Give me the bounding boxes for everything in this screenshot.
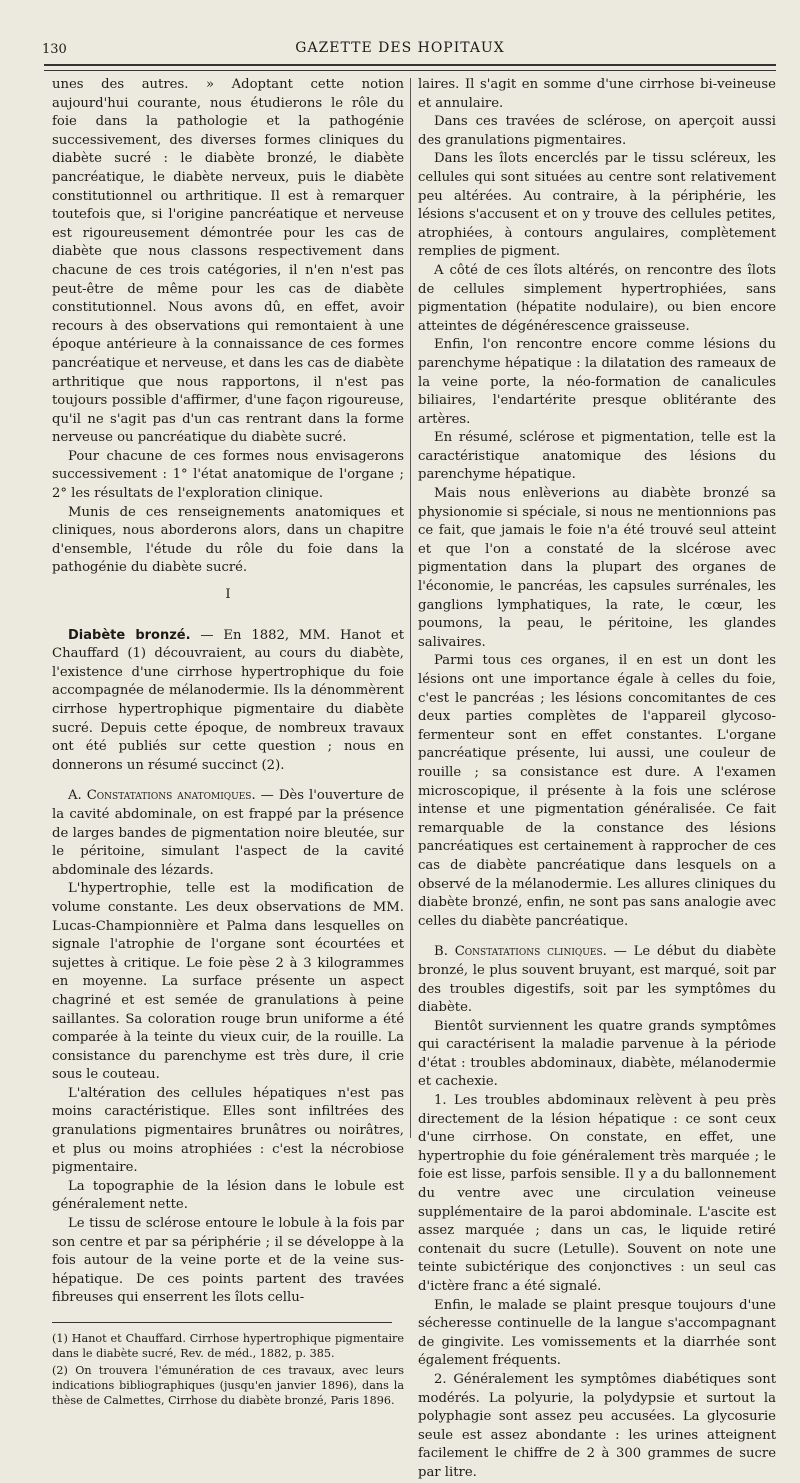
paragraph: Pour chacune de ces formes nous envisagerons successivement : 1° l'état anatomique de l'organe ; 2° les résultats de l'exploration clinique. bbox=[52, 448, 404, 502]
paragraph: A côté de ces îlots altérés, on rencontre des îlots de cellules simplement hypertrophiées, sans pigmentation (hépatite nodulaire), ou bien encore atteintes de dégénérescence graisseuse. bbox=[418, 262, 776, 334]
header-rule bbox=[44, 64, 776, 66]
left-column bbox=[52, 76, 404, 1410]
running-title: GAZETTE DES HOPITAUX bbox=[295, 40, 505, 56]
paragraph: Dans les îlots encerclés par le tissu scléreux, les cellules qui sont situées au centre sont relativement peu altérées. Au contraire, à la périphérie, les lésions s'accusent et on y trouve des cellules petites, atrophiées, à contours angulaires, complètement remplies de pigment. bbox=[418, 151, 776, 260]
paragraph: En résumé, sclérose et pigmentation, telle est la caractéristique anatomique des lésions du parenchyme hépatique. bbox=[418, 430, 776, 483]
paragraph: La topographie de la lésion dans le lobule est généralement nette. bbox=[52, 1178, 404, 1213]
paragraph: Enfin, le malade se plaint presque toujours d'une sécheresse continuelle de la langue s'accompagnant de gingivite. Les vomissements et la diarrhée sont également fréquents. bbox=[418, 1297, 776, 1369]
subsection-title: B. Constatations cliniques. bbox=[434, 944, 607, 960]
paragraph: Enfin, l'on rencontre encore comme lésions du parenchyme hépatique : la dilatation des rameaux de la veine porte, la néo-formation de canalicules biliaires, l'endartérite presque oblitérante des artères. bbox=[418, 337, 776, 427]
footnote: (1) Hanot et Chauffard. Cirrhose hypertrophique pigmentaire dans le diabète sucré, Rev. de méd., 1882, p. 385. bbox=[52, 1332, 404, 1360]
paragraph: Dans ces travées de sclérose, on aperçoit aussi des granulations pigmentaires. bbox=[418, 114, 776, 148]
section-title: Diabète bronzé. bbox=[68, 627, 191, 643]
subsection-text: — Le début du diabète bronzé, le plus souvent bruyant, est marqué, soit par des troubles digestifs, soit par les symptômes du diabète. bbox=[418, 944, 777, 1016]
paragraph: unes des autres. » Adoptant cette notion aujourd'hui courante, nous étudierons le rôle du foie dans la pathologie et la pathogénie successivement, des diverses formes cliniques du diabète sucré : le diabète bronzé, le diabète pancréatique, le diabète nerveux, puis le diabète constitutionnel ou arthritique. Il est à remarquer toutefois que, si l'origine pancréatique et nerveuse est rigoureusement démontrée pour les cas de diabète que nous classons respectivement dans chacune de ces trois catégories, il n'en n'est pas peut-être de même pour les cas de diabète constitutionnel. Nous avons dû, en effet, avoir recours à des observations qui remontaient à une époque antérieure à la connaissance de ces formes pancréatique et nerveuse, et dans les cas de diabète arthritique que nous rapportons, il n'est pas toujours possible d'affirmer, d'une façon rigoureuse, qu'il ne s'agit pas d'un cas rentrant dans la forme nerveuse ou pancréatique du diabète sucré. bbox=[52, 77, 404, 446]
subsection-paragraph bbox=[52, 787, 404, 880]
subsection-title: A. Constatations anatomiques. bbox=[68, 788, 256, 804]
paragraph: L'altération des cellules hépatiques n'est pas moins caractéristique. Elles sont infiltrées des granulations pigmentaires brunâtres ou noirâtres, et plus ou moins atrophiées : c'est la nécrobiose pigmentaire. bbox=[52, 1085, 404, 1176]
paragraph: 1. Les troubles abdominaux relèvent à peu près directement de la lésion hépatique : ce sont ceux d'une cirrhose. On constate, en effet, une hypertrophie du foie généralement très marquée ; le foie est lisse, parfois sensible. Il y a du ballonnement du ventre avec une circulation veineuse supplémentaire de la paroi abdominale. L'ascite est assez marquée ; dans un cas, le liquide retiré contenait du sucre (Letulle). Souvent on note une teinte subictérique des conjonctives : un seul cas d'ictère franc a été signalé. bbox=[418, 1093, 776, 1294]
header-rule-thin bbox=[44, 70, 776, 71]
subsection-paragraph bbox=[418, 943, 776, 1017]
paragraph: laires. Il s'agit en somme d'une cirrhose bi-veineuse et annulaire. bbox=[418, 77, 776, 111]
section-number: I bbox=[225, 587, 231, 603]
paragraph: Munis de ces renseignements anatomiques et cliniques, nous aborderons alors, dans un chapitre d'ensemble, l'étude du rôle du foie dans la pathogénie du diabète sucré. bbox=[52, 504, 404, 576]
section-paragraph bbox=[52, 627, 404, 776]
paragraph: L'hypertrophie, telle est la modification de volume constante. Les deux observations de MM. Lucas-Championnière et Palma dans lesquelles on signale l'atrophie de l'organe sont écourtées et sujettes à critique. Le foie pèse 2 à 3 kilogrammes en moyenne. La surface présente un aspect chagriné et est semée de granulations à peine saillantes. Sa coloration rouge brun uniforme a été comparée à la teinte du vieux cuir, de la rouille. La consistance du parenchyme est très dure, il crie sous le couteau. bbox=[52, 881, 404, 1083]
column-divider bbox=[410, 78, 411, 1138]
footnote: (2) On trouvera l'émunération de ces travaux, avec leurs indications bibliographiques (jusqu'en janvier 1896), dans la thèse de Calmettes, Cirrhose du diabète bronzé, Paris 1896. bbox=[52, 1364, 404, 1407]
right-column bbox=[418, 76, 776, 1483]
paragraph: Parmi tous ces organes, il en est un dont les lésions ont une importance égale à celles du foie, c'est le pancréas ; les lésions concomitantes de ces deux parties complètes de l'appareil glycoso-fermenteur sont en effet constantes. L'organe pancréatique présente, lui aussi, une couleur de rouille ; sa consistance est dure. A l'examen microscopique, il présente à la fois une sclérose intense et une pigmentation généralisée. Ce fait remarquable de la constance des lésions pancréatiques est certainement à rapprocher de ces cas de diabète pancréatique dans lesquels on a observé de la mélanodermie. Les allures cliniques du diabète bronzé, enfin, ne sont pas sans analogie avec celles du diabète pancréatique. bbox=[418, 653, 776, 929]
subsection-text: — Dès l'ouverture de la cavité abdominale, on est frappé par la présence de larges bandes de pigmentation noire bleutée, sur le péritoine, simulant l'aspect de la cavité abdominale des lézards. bbox=[52, 788, 404, 878]
paragraph: Le tissu de sclérose entoure le lobule à la fois par son centre et par sa périphérie ; il se développe à la fois autour de la veine porte et de la veine sus-hépatique. De ces points partent des travées fibreuses qui enserrent les îlots cellu- bbox=[52, 1216, 404, 1306]
paragraph: Mais nous enlèverions au diabète bronzé sa physionomie si spéciale, si nous ne mentionnions pas ce fait, que jamais le foie n'a été trouvé seul atteint et que l'on a constaté de la slcérose avec pigmentation dans la plupart des organes de l'économie, le pancréas, les capsules surrénales, les ganglions lymphatiques, la rate, le cœur, les poumons, la peau, le péritoine, les glandes salivaires. bbox=[418, 486, 776, 650]
section-text: — En 1882, MM. Hanot et Chauffard (1) découvraient, au cours du diabète, l'existence d'une cirrhose hypertrophique du foie accompagnée de mélanodermie. Ils la dénommèrent cirrhose hypertrophique pigmentaire du diabète sucré. Depuis cette époque, de nombreux travaux ont été publiés sur cette question ; nous en donnerons un résumé succinct (2). bbox=[52, 627, 404, 773]
paragraph: 2. Généralement les symptômes diabétiques sont modérés. La polyurie, la polydypsie et surtout la polyphagie sont assez peu accusées. La glycosurie seule est assez abondante : les urines atteignent facilement le chiffre de 2 à 300 grammes de sucre par litre. bbox=[418, 1371, 776, 1480]
footnote-rule bbox=[52, 1322, 392, 1323]
page-number: 130 bbox=[42, 42, 67, 57]
paragraph: Bientôt surviennent les quatre grands symptômes qui caractérisent la maladie parvenue à la période d'état : troubles abdominaux, diabète, mélanodermie et cachexie. bbox=[418, 1018, 776, 1090]
